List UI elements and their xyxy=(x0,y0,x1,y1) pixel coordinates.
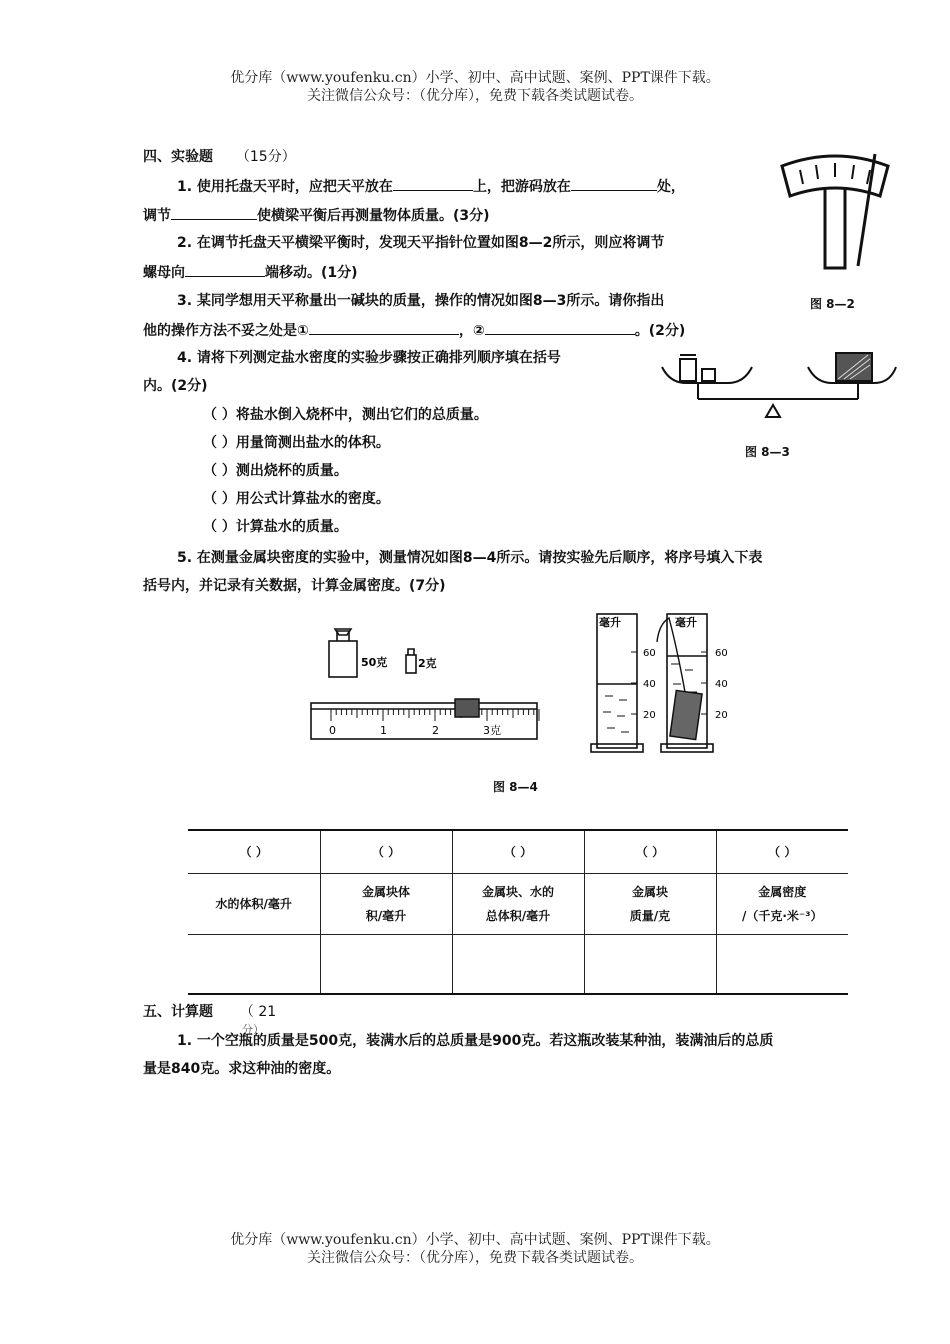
q3-blank-2[interactable] xyxy=(485,320,635,335)
value-cell-4[interactable] xyxy=(584,935,716,995)
footer-line-2: 关注微信公众号：（优分库），免费下载各类试题试卷。 xyxy=(307,1250,643,1266)
q1-line-2: 调节 使横梁平衡后再测量物体质量。(3分) xyxy=(143,205,490,226)
figure-8-4-cylinders xyxy=(585,608,745,758)
q2-line-2: 螺母向 端移动。(1分) xyxy=(143,262,358,283)
section5-title: 五、计算题 （ 21 xyxy=(143,1004,277,1020)
q4-step-2: （ ）用量筒测出盐水的体积。 xyxy=(203,435,390,451)
q5-line-2: 括号内，并记录有关数据，计算金属密度。(7分) xyxy=(143,578,446,594)
order-cell-4[interactable]: （ ） xyxy=(584,830,716,874)
value-cell-2[interactable] xyxy=(320,935,452,995)
section5-score-tail: 分） xyxy=(242,1023,264,1036)
table-value-row xyxy=(188,935,848,995)
table-header-row xyxy=(188,830,848,874)
ruler-tick-3: 3克 xyxy=(483,724,501,737)
order-cell-1[interactable]: （ ） xyxy=(188,830,320,874)
footer-line-1: 优分库（www.youfenku.cn）小学、初中、高中试题、案例、PPT课件下载。 xyxy=(230,1232,720,1248)
order-cell-3[interactable]: （ ） xyxy=(452,830,584,874)
q4-line-2: 内。(2分) xyxy=(143,378,208,394)
q3-blank-1[interactable] xyxy=(309,320,459,335)
figure-8-3-caption: 图 8—3 xyxy=(745,445,790,459)
calc-q1-line-2: 量是840克。求这种油的密度。 xyxy=(143,1061,341,1077)
figure-8-2-caption: 图 8—2 xyxy=(810,297,855,311)
measurement-table xyxy=(188,829,848,995)
q3-line-1: 3. 某同学想用天平称量出一碱块的质量，操作的情况如图8—3所示。请你指出 xyxy=(177,293,665,309)
cylinder-2-unit: 毫升 xyxy=(675,616,697,629)
q1-blank-2[interactable] xyxy=(571,176,657,191)
section5-score: （ 21 xyxy=(239,1004,277,1020)
label-metal-volume: 金属块体 积/毫升 xyxy=(320,874,452,935)
q4-step-4: （ ）用公式计算盐水的密度。 xyxy=(203,491,390,507)
weight-2g-label: 2克 xyxy=(418,657,437,670)
cylinder-2-mark-40: 40 xyxy=(715,679,728,690)
q4-line-1: 4. 请将下列测定盐水密度的实验步骤按正确排列顺序填在括号 xyxy=(177,350,561,366)
value-cell-5[interactable] xyxy=(716,935,848,995)
label-metal-density: 金属密度 /（千克·米⁻³） xyxy=(716,874,848,935)
cylinder-1-mark-20: 20 xyxy=(643,710,656,721)
label-total-volume: 金属块、水的 总体积/毫升 xyxy=(452,874,584,935)
q4-step-1: （ ）将盐水倒入烧杯中，测出它们的总质量。 xyxy=(203,407,488,423)
q4-step-5: （ ）计算盐水的质量。 xyxy=(203,519,348,535)
figure-8-3-balance-diagram xyxy=(658,345,898,425)
cylinder-1-unit: 毫升 xyxy=(599,616,621,629)
section4-title: 四、实验题 （15分） xyxy=(143,149,296,165)
order-cell-5[interactable]: （ ） xyxy=(716,830,848,874)
q5-line-1: 5. 在测量金属块密度的实验中，测量情况如图8—4所示。请按实验先后顺序，将序号填入下表 xyxy=(177,550,763,566)
q1-blank-1[interactable] xyxy=(393,176,473,191)
calc-q1-line-1: 1. 一个空瓶的质量是500克，装满水后的总质量是900克。若这瓶改装某种油，装满油后的总质 xyxy=(177,1033,774,1049)
label-water-volume: 水的体积/毫升 xyxy=(188,874,320,935)
figure-8-4-weights-ruler xyxy=(305,625,545,745)
cylinder-1-mark-40: 40 xyxy=(643,679,656,690)
q1-line-1: 1. 使用托盘天平时，应把天平放在 上，把游码放在 处， xyxy=(177,176,685,197)
q2-line-1: 2. 在调节托盘天平横梁平衡时，发现天平指针位置如图8—2所示，则应将调节 xyxy=(177,235,665,251)
label-metal-mass: 金属块 质量/克 xyxy=(584,874,716,935)
cylinder-1-mark-60: 60 xyxy=(643,648,656,659)
q2-blank[interactable] xyxy=(185,262,265,277)
figure-8-4-caption: 图 8—4 xyxy=(493,780,538,794)
header-line-2: 关注微信公众号：（优分库），免费下载各类试题试卷。 xyxy=(307,88,643,104)
header-line-1: 优分库（www.youfenku.cn）小学、初中、高中试题、案例、PPT课件下载。 xyxy=(230,70,720,86)
value-cell-1[interactable] xyxy=(188,935,320,995)
weight-50g-label: 50克 xyxy=(361,656,388,669)
q3-line-2: 他的操作方法不妥之处是① ，② 。(2分) xyxy=(143,320,685,341)
ruler-tick-1: 1 xyxy=(380,724,387,737)
figure-8-2-pointer-diagram xyxy=(770,148,900,278)
order-cell-2[interactable]: （ ） xyxy=(320,830,452,874)
section4-score: （15分） xyxy=(235,149,296,165)
q4-step-3: （ ）测出烧杯的质量。 xyxy=(203,463,348,479)
cylinder-2-mark-60: 60 xyxy=(715,648,728,659)
ruler-tick-0: 0 xyxy=(329,724,336,737)
table-label-row xyxy=(188,874,848,935)
q1-blank-3[interactable] xyxy=(171,205,257,220)
ruler-tick-2: 2 xyxy=(432,724,439,737)
value-cell-3[interactable] xyxy=(452,935,584,995)
cylinder-2-mark-20: 20 xyxy=(715,710,728,721)
